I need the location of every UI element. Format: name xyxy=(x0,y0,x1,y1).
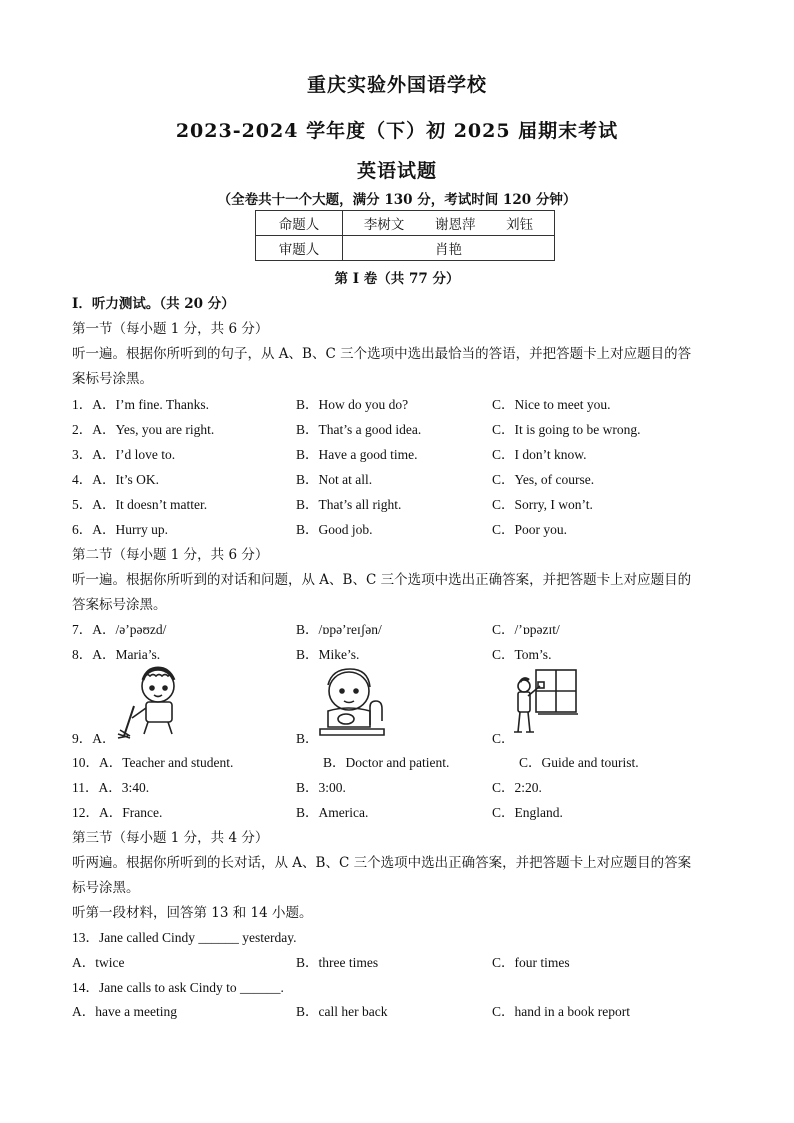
material-intro: 听第一段材料，回答第 13 和 14 小题。 xyxy=(72,905,313,921)
option-c: C．2:20. xyxy=(492,780,542,795)
option-b: B．/ɒpə’reɪʃən/ xyxy=(296,622,382,637)
option-c: C．Tom’s. xyxy=(492,647,552,662)
setter-name: 李树文 xyxy=(363,217,405,233)
option-a: 12．A．France. xyxy=(72,805,163,820)
volume-title: 第 I 卷（共 77 分） xyxy=(334,271,460,287)
section-title: 第三节（每小题 1 分，共 4 分） xyxy=(72,830,269,846)
option-a: A．twice xyxy=(72,955,125,970)
instruction: 答案标号涂黑。 xyxy=(72,597,167,613)
option-b: B．three times xyxy=(296,955,379,970)
option-b: B．Doctor and patient. xyxy=(323,755,450,770)
reviewer-label: 审题人 xyxy=(256,236,343,261)
setter-label: 命题人 xyxy=(256,211,343,236)
option-c: C．Poor you. xyxy=(492,522,568,537)
option-c: C．Nice to meet you. xyxy=(492,397,611,412)
option-b: B． xyxy=(296,731,319,746)
instruction: 听一遍。根据你所听到的句子，从 A、B、C 三个选项中选出最恰当的答语，并把答题卡上对应题目的答 xyxy=(72,346,692,362)
setter-name: 谢恩萍 xyxy=(435,217,476,233)
option-a: 2．A．Yes, you are right. xyxy=(72,422,215,437)
reviewer-name: 肖艳 xyxy=(343,236,555,261)
option-c: C．England. xyxy=(492,805,563,820)
option-c: C．Yes, of course. xyxy=(492,472,595,487)
option-a: 9．A． xyxy=(72,731,116,746)
option-b: B．call her back xyxy=(296,1004,388,1019)
option-c: C． xyxy=(492,731,515,746)
instruction: 标号涂黑。 xyxy=(72,880,140,896)
subject-title: 英语试题 xyxy=(356,160,437,182)
option-c: C．It is going to be wrong. xyxy=(492,422,641,437)
boy-washing-dishes-picture xyxy=(316,667,388,739)
staff-table xyxy=(255,210,555,261)
boy-cleaning-window-picture xyxy=(512,666,580,738)
option-c: C．Guide and tourist. xyxy=(519,755,639,770)
option-b: B．Good job. xyxy=(296,522,373,537)
section-title: 第一节（每小题 1 分，共 6 分） xyxy=(72,321,269,337)
option-c: C．four times xyxy=(492,955,570,970)
option-b: B．America. xyxy=(296,805,369,820)
option-c: C．hand in a book report xyxy=(492,1004,630,1019)
boy-sweeping-picture xyxy=(116,664,202,740)
option-c: C．/’ɒpəzɪt/ xyxy=(492,622,560,637)
section-title: 第二节（每小题 1 分，共 6 分） xyxy=(72,547,269,563)
setter-name: 刘钰 xyxy=(506,217,534,233)
option-a: 3．A．I’d love to. xyxy=(72,447,176,462)
option-b: B．How do you do? xyxy=(296,397,409,412)
option-b: B．Have a good time. xyxy=(296,447,418,462)
option-c: C．Sorry, I won’t. xyxy=(492,497,593,512)
option-b: B．That’s all right. xyxy=(296,497,402,512)
option-a: 7．A．/ə’pəʊzd/ xyxy=(72,622,167,637)
school-name: 重庆实验外国语学校 xyxy=(306,74,487,96)
option-a: 8．A．Maria’s. xyxy=(72,647,161,662)
exam-note: （全卷共十一个大题，满分 130 分，考试时间 120 分钟） xyxy=(217,192,577,208)
option-b: B．That’s a good idea. xyxy=(296,422,422,437)
option-a: 4．A．It’s OK. xyxy=(72,472,159,487)
question-14: 14．Jane calls to ask Cindy to ______. xyxy=(72,980,284,995)
setter-names xyxy=(343,211,555,236)
option-c: C．I don’t know. xyxy=(492,447,587,462)
exam-title: 2023-2024 学年度（下）初 2025 届期末考试 xyxy=(175,120,619,142)
option-a: 11．A．3:40. xyxy=(72,780,150,795)
option-a: 10．A．Teacher and student. xyxy=(72,755,234,770)
option-a: 6．A．Hurry up. xyxy=(72,522,168,537)
option-a: 5．A．It doesn’t matter. xyxy=(72,497,208,512)
question-13: 13．Jane called Cindy ______ yesterday. xyxy=(72,930,297,945)
option-a: A．have a meeting xyxy=(72,1004,177,1019)
option-b: B．3:00. xyxy=(296,780,346,795)
option-b: B．Mike’s. xyxy=(296,647,360,662)
part-title: I．听力测试。（共 20 分） xyxy=(72,296,235,312)
option-b: B．Not at all. xyxy=(296,472,373,487)
instruction: 听一遍。根据你所听到的对话和问题，从 A、B、C 三个选项中选出正确答案，并把答题卡上对应题目的 xyxy=(72,572,692,588)
instruction: 案标号涂黑。 xyxy=(72,371,153,387)
instruction: 听两遍。根据你所听到的长对话，从 A、B、C 三个选项中选出正确答案，并把答题卡上对应题目的答案 xyxy=(72,855,692,871)
option-a: 1．A．I’m fine. Thanks. xyxy=(72,397,209,412)
